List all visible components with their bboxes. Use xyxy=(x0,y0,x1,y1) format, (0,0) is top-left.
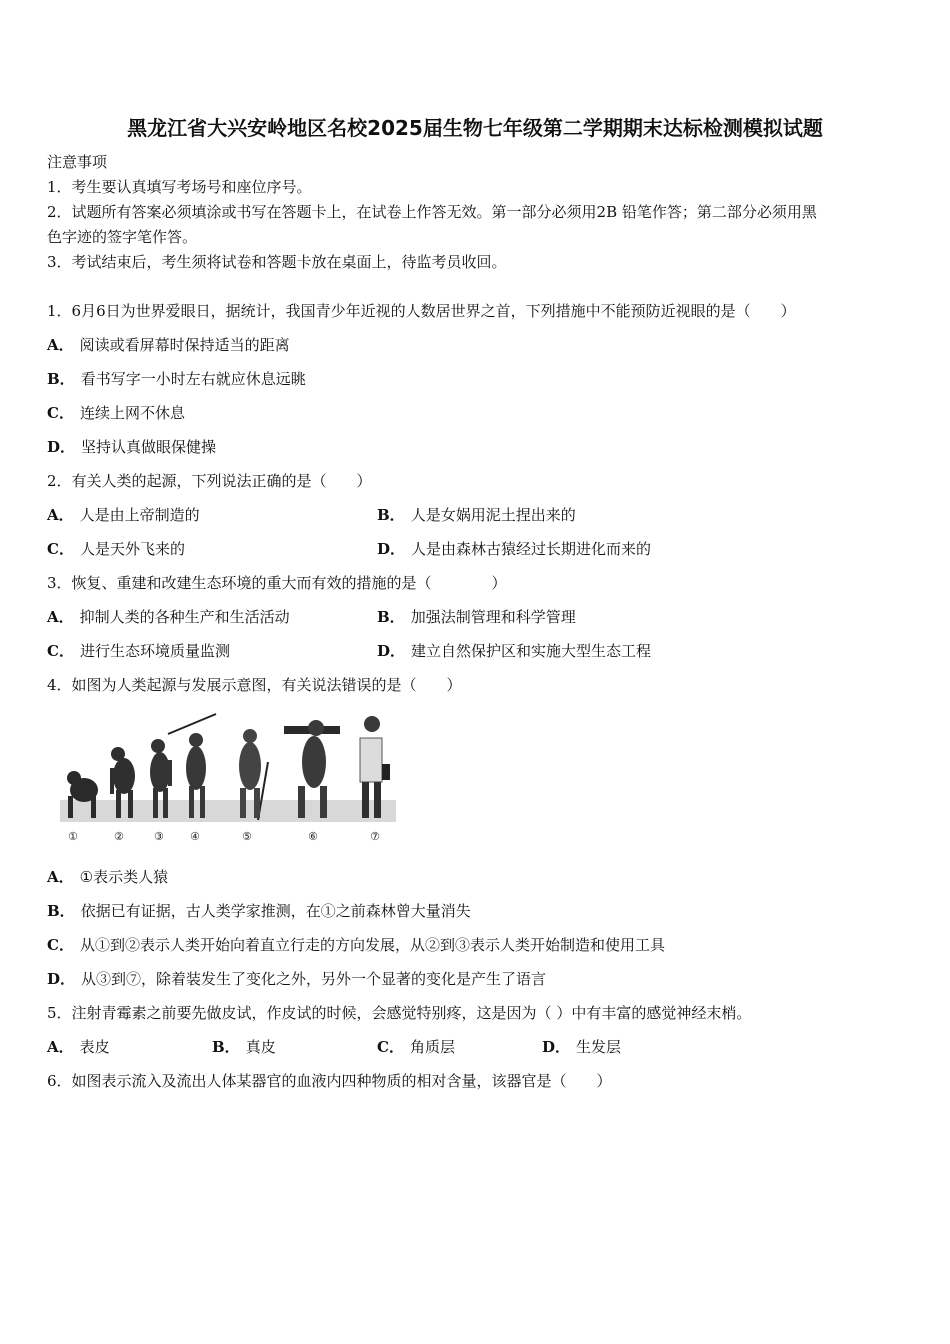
option-letter: C． xyxy=(47,642,74,660)
option-text: 抑制人类的各种生产和生活活动 xyxy=(79,608,290,626)
option-letter: A． xyxy=(47,506,74,524)
option-letter: C． xyxy=(47,540,74,558)
option-text: 真皮 xyxy=(245,1038,276,1056)
question-3-option-d xyxy=(377,641,651,661)
option-letter: D． xyxy=(542,1038,571,1056)
option-letter: A． xyxy=(47,608,74,626)
question-2-option-b xyxy=(377,505,576,525)
question-2-option-a xyxy=(47,506,200,524)
option-letter: B． xyxy=(377,608,405,626)
option-letter: B． xyxy=(212,1038,240,1056)
option-text: 从③到⑦，除着装发生了变化之外，另外一个显著的变化是产生了语言 xyxy=(81,970,547,988)
question-2-options-row-1 xyxy=(47,505,847,525)
question-2-option-d xyxy=(377,539,651,559)
option-letter: C． xyxy=(47,936,74,954)
option-text: 人是由上帝制造的 xyxy=(79,506,200,524)
figure-label-5: ⑤ xyxy=(242,830,252,843)
option-text: 人是由森林古猿经过长期进化而来的 xyxy=(411,540,652,558)
exam-title: 黑龙江省大兴安岭地区名校2025届生物七年级第二学期期末达标检测模拟试题 xyxy=(127,116,823,140)
question-5-option-b xyxy=(212,1037,377,1057)
question-3-stem: 3．恢复、重建和改建生态环境的重大而有效的措施的是（ ） xyxy=(47,574,507,592)
question-3-options-row-1 xyxy=(47,607,847,627)
option-text: 人是天外飞来的 xyxy=(79,540,185,558)
option-letter: D． xyxy=(47,438,76,456)
figure-label-2: ② xyxy=(114,830,124,843)
question-4-option-a xyxy=(47,867,168,887)
question-1-option-a xyxy=(47,335,290,355)
question-4-stem: 4．如图为人类起源与发展示意图，有关说法错误的是（ ） xyxy=(47,676,462,694)
option-text: 进行生态环境质量监测 xyxy=(79,642,230,660)
question-2-options-row-2 xyxy=(47,539,847,559)
option-text: 看书写字一小时左右就应休息远眺 xyxy=(80,370,306,388)
question-3-option-c xyxy=(47,642,230,660)
question-5-option-a xyxy=(47,1037,212,1057)
question-3-option-b xyxy=(377,607,576,627)
notice-item: 3．考试结束后，考生须将试卷和答题卡放在桌面上，待监考员收回。 xyxy=(47,253,507,271)
figure-label-1: ① xyxy=(68,830,78,843)
figure-labels xyxy=(68,830,380,843)
question-1-option-d xyxy=(47,437,216,457)
notice-item: 1．考生要认真填写考场号和座位序号。 xyxy=(47,178,312,196)
notice-item: 2．试题所有答案必须填涂或书写在答题卡上，在试卷上作答无效。第一部分必须用2B 铅笔作答；第二部分必须用黑 xyxy=(47,203,817,221)
question-5-option-c xyxy=(377,1037,542,1057)
option-letter: B． xyxy=(47,370,75,388)
figure-label-4: ④ xyxy=(190,830,200,843)
notice-item: 色字迹的签字笔作答。 xyxy=(47,228,198,246)
figure-label-6: ⑥ xyxy=(308,830,318,843)
human-evolution-figure xyxy=(58,712,400,852)
option-text: 加强法制管理和科学管理 xyxy=(410,608,576,626)
option-letter: D． xyxy=(377,540,406,558)
notice-heading: 注意事项 xyxy=(47,153,108,171)
option-letter: A． xyxy=(47,336,74,354)
option-text: 人是女娲用泥土捏出来的 xyxy=(410,506,576,524)
question-2-stem: 2．有关人类的起源，下列说法正确的是（ ） xyxy=(47,472,372,490)
option-letter: B． xyxy=(377,506,405,524)
option-text: 角质层 xyxy=(409,1038,455,1056)
question-5-options xyxy=(47,1037,707,1057)
question-1-option-c xyxy=(47,403,185,423)
option-letter: C． xyxy=(47,404,74,422)
question-1-option-b xyxy=(47,369,306,389)
question-2-option-c xyxy=(47,540,185,558)
figure-label-7: ⑦ xyxy=(370,830,380,843)
option-text: 生发层 xyxy=(576,1038,622,1056)
figure-ground xyxy=(60,800,396,822)
figure-label-3: ③ xyxy=(154,830,164,843)
option-letter: D． xyxy=(377,642,406,660)
question-5-stem: 5．注射青霉素之前要先做皮试，作皮试的时候，会感觉特别疼，这是因为（ ）中有丰富的感觉神经末梢。 xyxy=(47,1004,752,1022)
question-1-stem: 1．6月6日为世界爱眼日，据统计，我国青少年近视的人数居世界之首，下列措施中不能预防近视眼的是（ ） xyxy=(47,302,796,320)
question-4-option-c xyxy=(47,935,665,955)
option-letter: D． xyxy=(47,970,76,988)
option-letter: B． xyxy=(47,902,75,920)
question-5-option-d xyxy=(542,1037,707,1057)
question-6-stem: 6．如图表示流入及流出人体某器官的血液内四种物质的相对含量，该器官是（ ） xyxy=(47,1072,612,1090)
option-text: 坚持认真做眼保健操 xyxy=(81,438,217,456)
question-4-option-d xyxy=(47,969,546,989)
option-text: 依据已有证据，古人类学家推测，在①之前森林曾大量消失 xyxy=(80,902,471,920)
question-3-option-a xyxy=(47,608,290,626)
option-text: 阅读或看屏幕时保持适当的距离 xyxy=(79,336,290,354)
option-letter: A． xyxy=(47,1038,74,1056)
option-letter: A． xyxy=(47,868,74,886)
option-text: 建立自然保护区和实施大型生态工程 xyxy=(411,642,652,660)
option-letter: C． xyxy=(377,1038,404,1056)
option-text: 从①到②表示人类开始向着直立行走的方向发展，从②到③表示人类开始制造和使用工具 xyxy=(79,936,665,954)
option-text: ①表示类人猿 xyxy=(79,868,169,886)
option-text: 表皮 xyxy=(79,1038,110,1056)
question-4-option-b xyxy=(47,901,471,921)
question-3-options-row-2 xyxy=(47,641,847,661)
option-text: 连续上网不休息 xyxy=(79,404,185,422)
